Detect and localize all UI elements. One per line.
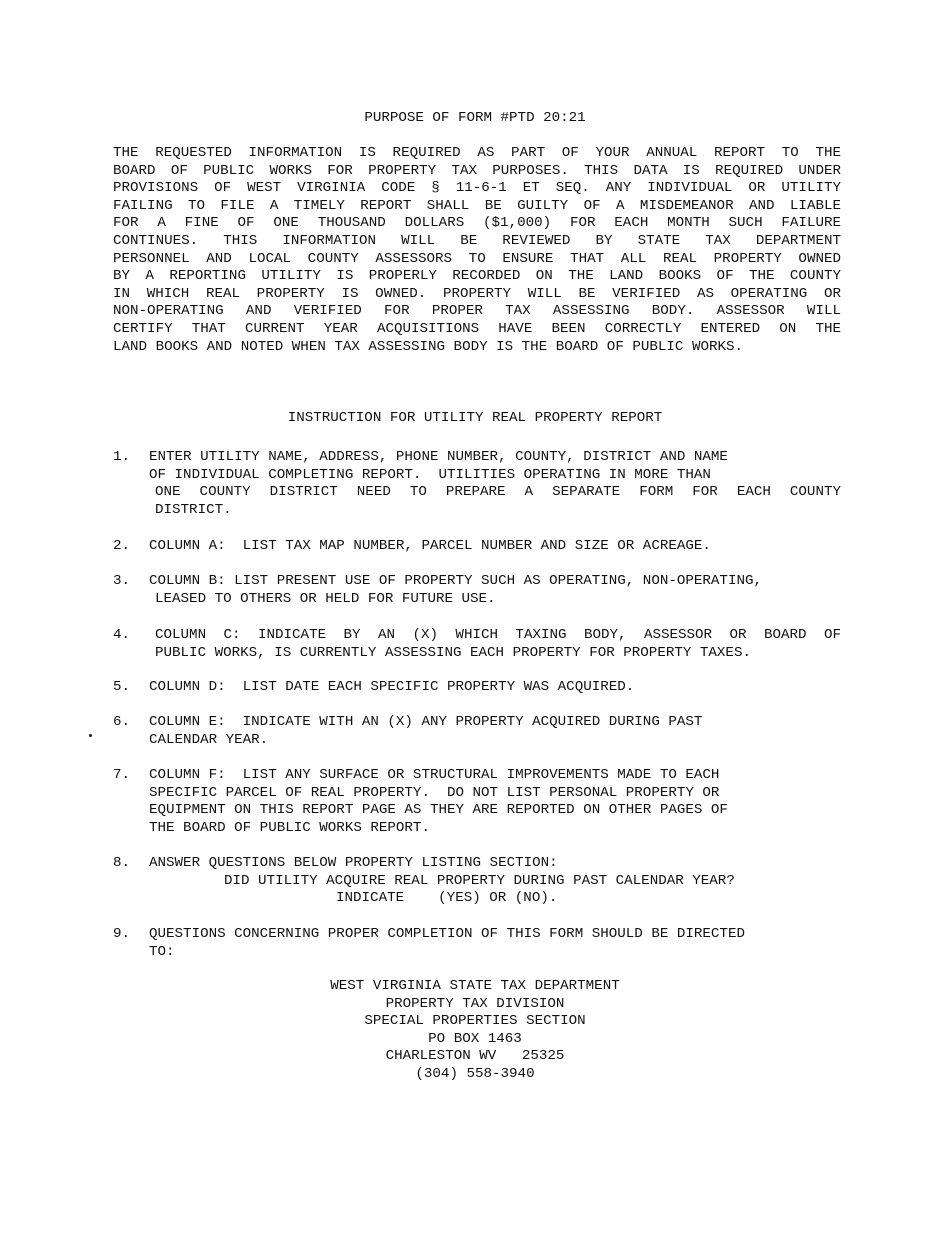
address-line: WEST VIRGINIA STATE TAX DEPARTMENT <box>330 978 620 994</box>
purpose-line: IN WHICH REAL PROPERTY IS OWNED. PROPERTY WILL BE VERIFIED AS OPERATING OR <box>113 285 841 302</box>
instruction-line: EQUIPMENT ON THIS REPORT PAGE AS THEY ARE REPORTED ON OTHER PAGES OF <box>149 802 728 819</box>
purpose-line: THE REQUESTED INFORMATION IS REQUIRED AS PART OF YOUR ANNUAL REPORT TO THE <box>113 145 841 161</box>
instruction-number: 3. <box>113 573 131 589</box>
instruction-text <box>149 627 841 662</box>
instruction-text <box>149 855 841 908</box>
instruction-line: COLUMN E: INDICATE WITH AN (X) ANY PROPERTY ACQUIRED DURING PAST <box>149 714 703 730</box>
instruction-line: TO: <box>149 943 175 960</box>
instruction-line: ENTER UTILITY NAME, ADDRESS, PHONE NUMBER, COUNTY, DISTRICT AND NAME <box>149 449 728 465</box>
purpose-line: BY A REPORTING UTILITY IS PROPERLY RECORDED ON THE LAND BOOKS OF THE COUNTY <box>113 268 841 285</box>
instructions-title: INSTRUCTION FOR UTILITY REAL PROPERTY REPORT <box>287 410 663 426</box>
address-line: PO BOX 1463 <box>428 1030 522 1047</box>
address-line: SPECIAL PROPERTIES SECTION <box>364 1013 586 1030</box>
instruction-text <box>149 679 841 697</box>
instruction-number: 5. <box>113 679 131 695</box>
instruction-text <box>149 926 841 961</box>
instruction-line: ONE COUNTY DISTRICT NEED TO PREPARE A SEPARATE FORM FOR EACH COUNTY <box>155 484 841 501</box>
instruction-number: 2. <box>113 538 131 554</box>
instruction-line: COLUMN B: LIST PRESENT USE OF PROPERTY SUCH AS OPERATING, NON-OPERATING, <box>149 573 762 589</box>
instruction-number: 6. <box>113 714 131 730</box>
instruction-line: QUESTIONS CONCERNING PROPER COMPLETION OF THIS FORM SHOULD BE DIRECTED <box>149 926 745 942</box>
instruction-text <box>149 573 841 608</box>
instruction-text <box>149 714 841 749</box>
instruction-line: LEASED TO OTHERS OR HELD FOR FUTURE USE. <box>155 590 496 607</box>
address-line: PROPERTY TAX DIVISION <box>385 995 565 1012</box>
purpose-line: BOARD OF PUBLIC WORKS FOR PROPERTY TAX PURPOSES. THIS DATA IS REQUIRED UNDER <box>113 162 841 179</box>
instruction-text <box>149 767 841 837</box>
instruction-line: COLUMN D: LIST DATE EACH SPECIFIC PROPERTY WAS ACQUIRED. <box>149 679 635 695</box>
instruction-line: ANSWER QUESTIONS BELOW PROPERTY LISTING SECTION: <box>149 855 558 871</box>
purpose-paragraph <box>113 145 841 356</box>
instruction-question: DID UTILITY ACQUIRE REAL PROPERTY DURING PAST CALENDAR YEAR? <box>224 872 735 889</box>
purpose-line: LAND BOOKS AND NOTED WHEN TAX ASSESSING BODY IS THE BOARD OF PUBLIC WORKS. <box>113 338 744 355</box>
purpose-line: FOR A FINE OF ONE THOUSAND DOLLARS ($1,000) FOR EACH MONTH SUCH FAILURE <box>113 215 841 232</box>
instruction-text <box>149 449 841 519</box>
instruction-line: PUBLIC WORKS, IS CURRENTLY ASSESSING EACH PROPERTY FOR PROPERTY TAXES. <box>155 644 751 661</box>
scan-speck <box>89 734 92 737</box>
instruction-line: COLUMN F: LIST ANY SURFACE OR STRUCTURAL IMPROVEMENTS MADE TO EACH <box>149 767 720 783</box>
instruction-number: 4. <box>113 627 131 643</box>
instruction-number: 1. <box>113 449 131 465</box>
instruction-number: 7. <box>113 767 131 783</box>
purpose-line: FAILING TO FILE A TIMELY REPORT SHALL BE GUILTY OF A MISDEMEANOR AND LIABLE <box>113 197 841 214</box>
address-line: (304) 558-3940 <box>415 1065 535 1082</box>
instruction-text <box>149 538 841 556</box>
contact-address <box>0 978 950 1084</box>
purpose-line: CONTINUES. THIS INFORMATION WILL BE REVIEWED BY STATE TAX DEPARTMENT <box>113 232 841 249</box>
instruction-line: SPECIFIC PARCEL OF REAL PROPERTY. DO NOT LIST PERSONAL PROPERTY OR <box>149 784 720 801</box>
purpose-line: PERSONNEL AND LOCAL COUNTY ASSESSORS TO ENSURE THAT ALL REAL PROPERTY OWNED <box>113 250 841 267</box>
instruction-line: THE BOARD OF PUBLIC WORKS REPORT. <box>149 819 430 836</box>
instruction-line: OF INDIVIDUAL COMPLETING REPORT. UTILITIES OPERATING IN MORE THAN <box>149 466 711 483</box>
instruction-indicate: INDICATE (YES) OR (NO). <box>336 890 558 907</box>
purpose-line: CERTIFY THAT CURRENT YEAR ACQUISITIONS HAVE BEEN CORRECTLY ENTERED ON THE <box>113 320 841 337</box>
address-line: CHARLESTON WV 25325 <box>385 1048 565 1065</box>
instruction-line: COLUMN C: INDICATE BY AN (X) WHICH TAXING BODY, ASSESSOR OR BOARD OF <box>155 627 841 643</box>
instruction-line: DISTRICT. <box>155 501 232 518</box>
form-title: PURPOSE OF FORM #PTD 20:21 <box>364 110 586 126</box>
instruction-number: 8. <box>113 855 131 871</box>
instruction-line: COLUMN A: LIST TAX MAP NUMBER, PARCEL NUMBER AND SIZE OR ACREAGE. <box>149 538 711 554</box>
purpose-line: PROVISIONS OF WEST VIRGINIA CODE § 11-6-1 ET SEQ. ANY INDIVIDUAL OR UTILITY <box>113 180 841 197</box>
instruction-number: 9. <box>113 926 131 942</box>
instruction-line: CALENDAR YEAR. <box>149 731 269 748</box>
purpose-line: NON-OPERATING AND VERIFIED FOR PROPER TAX ASSESSING BODY. ASSESSOR WILL <box>113 303 841 320</box>
